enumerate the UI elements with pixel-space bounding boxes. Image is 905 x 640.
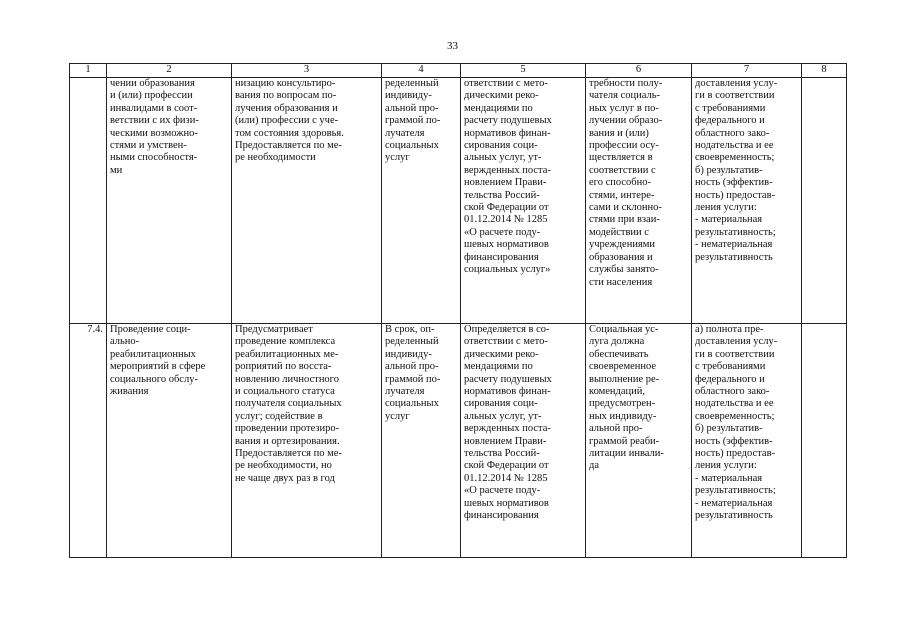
service-conditions-cell: Социальная ус- луга должна обеспечивать своевременное выполнение ре- комендаций, предусмотрен- ных индивиду- альной про- граммой реаби- литации инвали- да [586, 324, 692, 558]
row-number-cell [70, 78, 107, 324]
service-term-cell: ределенный индивиду- альной про- граммой по- лучателя социальных услуг [382, 78, 461, 324]
services-table [69, 63, 847, 558]
column-number-7: 7 [692, 64, 802, 78]
column-number-3: 3 [232, 64, 382, 78]
service-cost-cell: ответствии с мето- дическими реко- мендациями по расчету подушевых нормативов финан- сирования соци- альных услуг, ут- вержденных поста- новлением Прави- тельства Россий- ской Федерации от 01.12.2014 № 1285 «О расчете поду- шевых нормативов финансирования социальных услуг» [461, 78, 586, 324]
service-term-cell: В срок, оп- ределенный индивиду- альной про- граммой по- лучателя социальных услуг [382, 324, 461, 558]
service-name-cell: чении образования и (или) профессии инвалидами в соот- ветствии с их физи- ческими возможно- стями и умствен- ными способностя- ми [107, 78, 232, 324]
service-name-cell: Проведение соци- ально- реабилитационных мероприятий в сфере социального обслу- живания [107, 324, 232, 558]
page-number: 33 [447, 40, 458, 52]
service-conditions-cell: требности полу- чателя социаль- ных услуг в по- лучении образо- вания и (или) профессии осу- ществляется в соответствии с его способно- стями, интере- сами и склонно- стями при взаи- модействии с учреждениями образования и службы занято- сти населения [586, 78, 692, 324]
column-number-4: 4 [382, 64, 461, 78]
row-number-cell: 7.4. [70, 324, 107, 558]
column-number-8: 8 [802, 64, 847, 78]
service-cost-cell: Определяется в со- ответствии с мето- дическими реко- мендациями по расчету подушевых нормативов финан- сирования соци- альных услуг, ут- вержденных поста- новлением Прави- тельства Россий- ской Федерации от 01.12.2014 № 1285 «О расчете поду- шевых нормативов финансирования [461, 324, 586, 558]
service-extra-cell [802, 78, 847, 324]
column-number-6: 6 [586, 64, 692, 78]
table-header-row [70, 64, 847, 78]
service-extra-cell [802, 324, 847, 558]
column-number-1: 1 [70, 64, 107, 78]
table-row [70, 78, 847, 324]
service-evaluation-cell: а) полнота пре- доставления услу- ги в соответствии с требованиями федерального и областного зако- нодательства и ее своевременность; б) результатив- ность (эффектив- ность) предостав- ления услуги: - материальная результативность; - нематериальная результативность [692, 324, 802, 558]
service-evaluation-cell: доставления услу- ги в соответствии с требованиями федерального и областного зако- нодательства и ее своевременность; б) результатив- ность (эффектив- ность) предостав- ления услуги: - материальная результативность; - нематериальная результативность [692, 78, 802, 324]
table-row [70, 324, 847, 558]
column-number-5: 5 [461, 64, 586, 78]
column-number-2: 2 [107, 64, 232, 78]
service-description-cell: Предусматривает проведение комплекса реабилитационных ме- роприятий по восста- новлению личностного и социального статуса получателя социальных услуг; содействие в проведении протезиро- вания и ортезирования. Предоставляется по ме- ре необходимости, но не чаще двух раз в год [232, 324, 382, 558]
service-description-cell: низацию консультиро- вания по вопросам по- лучения образования и (или) профессии с уче- том состояния здоровья. Предоставляется по ме- ре необходимости [232, 78, 382, 324]
